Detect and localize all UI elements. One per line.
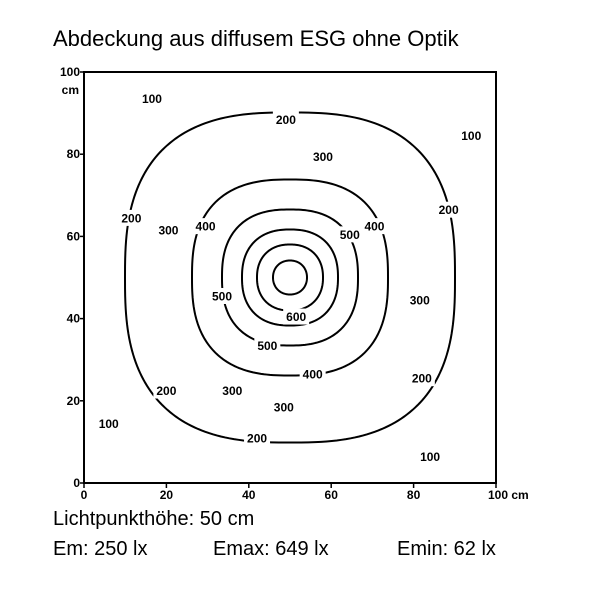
contour-label	[407, 292, 433, 308]
contour-label-text: 100	[461, 129, 482, 144]
contour-label	[96, 415, 122, 431]
contour-label	[417, 448, 443, 464]
contour-label	[300, 366, 326, 382]
y-unit-label: cm	[61, 83, 79, 97]
contour-label	[409, 370, 435, 386]
y-tick-label: 20	[66, 393, 80, 408]
plot-frame	[84, 72, 496, 483]
contour-label-text: 400	[364, 219, 385, 234]
contour-label	[244, 430, 270, 446]
contour-label-text: 300	[409, 293, 430, 308]
contour-label-text: 200	[121, 211, 142, 226]
x-tick-label: 20	[159, 488, 174, 502]
x-tick-label: 0	[80, 488, 88, 502]
contour-label-text: 200	[247, 431, 268, 446]
min-illuminance: Emin: 62 lx	[397, 538, 496, 560]
contour-line-600	[273, 261, 307, 295]
y-tick-label: 40	[66, 311, 80, 326]
contour-label	[193, 218, 219, 234]
contour-label-text: 500	[339, 227, 360, 242]
contour-label-text: 300	[273, 400, 294, 415]
y-tick-label: 60	[66, 229, 80, 244]
contour-label-text: 300	[222, 384, 243, 399]
contour-label-text: 100	[98, 416, 119, 431]
x-tick-label: 80	[406, 488, 421, 502]
contour-label	[458, 128, 484, 144]
contour-label	[219, 383, 245, 399]
contour-label-text: 400	[302, 367, 323, 382]
average-illuminance: Em: 250 lx	[53, 538, 148, 560]
contour-label-text: 200	[411, 371, 432, 386]
contour-label	[118, 210, 144, 226]
contour-label-text: 100	[141, 92, 162, 107]
contour-label	[283, 309, 309, 325]
contour-label	[361, 218, 387, 234]
contour-label	[271, 399, 297, 415]
contour-label	[310, 148, 336, 164]
contour-label-text: 500	[212, 289, 233, 304]
contour-label	[436, 202, 462, 218]
contour-label	[209, 288, 235, 304]
contour-label-text: 200	[275, 112, 296, 127]
contour-label-text: 400	[195, 219, 216, 234]
contour-label-text: 300	[158, 223, 179, 238]
contour-label	[153, 383, 179, 399]
x-tick-label: 100 cm	[488, 488, 529, 502]
contour-line-500	[257, 245, 323, 311]
y-tick-label: 80	[66, 147, 80, 162]
max-illuminance: Emax: 649 lx	[213, 538, 329, 560]
contour-label-text: 200	[438, 203, 459, 218]
contour-label	[273, 111, 299, 127]
contour-label	[139, 91, 165, 107]
contour-label-text: 200	[156, 384, 177, 399]
contour-label-text: 100	[420, 449, 441, 464]
contour-label	[337, 226, 363, 242]
contour-label-text: 600	[286, 310, 307, 325]
contour-label-text: 500	[257, 338, 278, 353]
contour-label-text: 300	[312, 149, 333, 164]
y-tick-label: 0	[73, 476, 80, 490]
contour-label	[155, 222, 181, 238]
light-point-height: Lichtpunkthöhe: 50 cm	[53, 508, 255, 530]
x-tick-label: 60	[324, 488, 338, 502]
contour-label	[254, 337, 280, 353]
y-tick-label: 100	[59, 65, 80, 79]
chart-title: Abdeckung aus diffusem ESG ohne Optik	[53, 26, 459, 51]
x-tick-label: 40	[242, 488, 256, 502]
